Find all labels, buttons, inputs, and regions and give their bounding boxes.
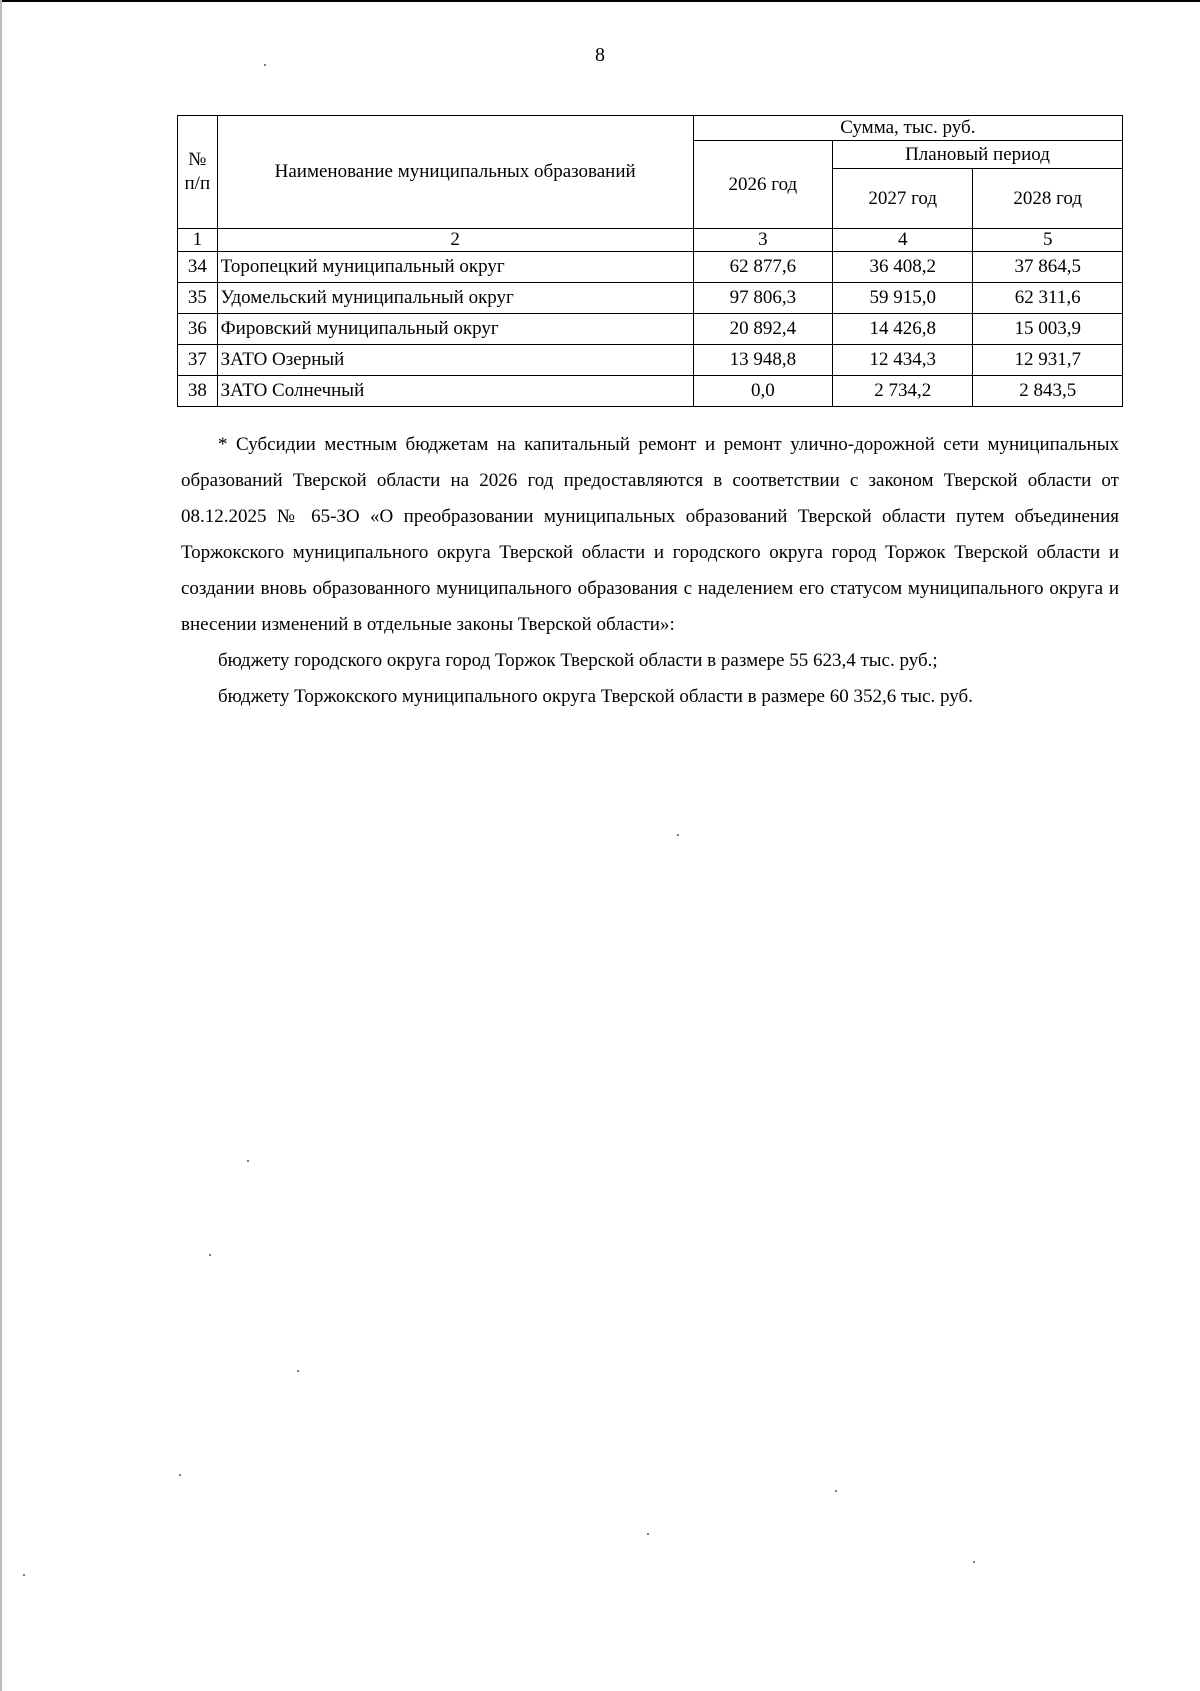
table-row [178,283,1123,314]
amount-2026: 13 948,8 [693,345,832,376]
municipality-name: ЗАТО Озерный [217,345,693,376]
header-name: Наименование муниципальных образований [217,116,693,229]
footnote [181,427,1119,715]
scan-speck [677,834,679,836]
scan-speck [247,1160,249,1162]
scan-speck [23,1574,25,1576]
footnote-paragraph: * Субсидии местным бюджетам на капитальный ремонт и ремонт улично-дорожной сети муниципальных образований Тверской области на 2026 год предоставляются в соответствии с законом Тверской области от 08.12.2025 № 65-ЗО «О преобразовании муниципальных образований Тверской области путем объединения Торжокского муниципального округа Тверской области и городского округа город Торжок Тверской области и создании вновь образованного муниципального образования с наделением его статусом муниципального округа и внесении изменений в отдельные законы Тверской области»: [181,434,1119,635]
header-sum: Сумма, тыс. руб. [693,116,1122,141]
amount-2028: 62 311,6 [973,283,1123,314]
header-num: № п/п [178,116,218,229]
subsidy-table [177,115,1123,407]
row-number: 37 [178,345,218,376]
amount-2028: 15 003,9 [973,314,1123,345]
header-plan-period: Плановый период [833,141,1123,169]
table-row [178,376,1123,407]
amount-2026: 0,0 [693,376,832,407]
amount-2028: 12 931,7 [973,345,1123,376]
page-number: 8 [595,44,605,66]
amount-2026: 62 877,6 [693,252,832,283]
row-number: 35 [178,283,218,314]
column-index: 5 [973,229,1123,252]
municipality-name: Удомельский муниципальный округ [217,283,693,314]
footnote-line-torzhok-city: бюджету городского округа город Торжок Тверской области в размере 55 623,4 тыс. руб.; [218,650,938,671]
scan-speck [835,1490,837,1492]
column-index-row [178,229,1123,252]
header-year-2027: 2027 год [833,169,973,229]
page-top-border [0,0,1200,2]
amount-2027: 59 915,0 [833,283,973,314]
column-index: 1 [178,229,218,252]
table-row [178,345,1123,376]
amount-2027: 2 734,2 [833,376,973,407]
amount-2027: 14 426,8 [833,314,973,345]
header-year-2026: 2026 год [693,141,832,229]
footnote-line-torzhok-district: бюджету Торжокского муниципального округа Тверской области в размере 60 352,6 тыс. руб. [218,686,973,707]
table-row [178,252,1123,283]
municipality-name: Фировский муниципальный округ [217,314,693,345]
amount-2026: 20 892,4 [693,314,832,345]
scan-speck [264,64,266,66]
row-number: 34 [178,252,218,283]
column-index: 2 [217,229,693,252]
scan-speck [209,1254,211,1256]
row-number: 36 [178,314,218,345]
header-year-2028: 2028 год [973,169,1123,229]
municipality-name: Торопецкий муниципальный округ [217,252,693,283]
column-index: 4 [833,229,973,252]
scan-speck [973,1561,975,1563]
amount-2027: 36 408,2 [833,252,973,283]
scan-speck [179,1474,181,1476]
column-index: 3 [693,229,832,252]
row-number: 38 [178,376,218,407]
table-row [178,314,1123,345]
municipality-name: ЗАТО Солнечный [217,376,693,407]
page-left-border [0,0,2,1691]
amount-2026: 97 806,3 [693,283,832,314]
amount-2028: 2 843,5 [973,376,1123,407]
scan-speck [647,1533,649,1535]
amount-2027: 12 434,3 [833,345,973,376]
amount-2028: 37 864,5 [973,252,1123,283]
scan-speck [297,1370,299,1372]
